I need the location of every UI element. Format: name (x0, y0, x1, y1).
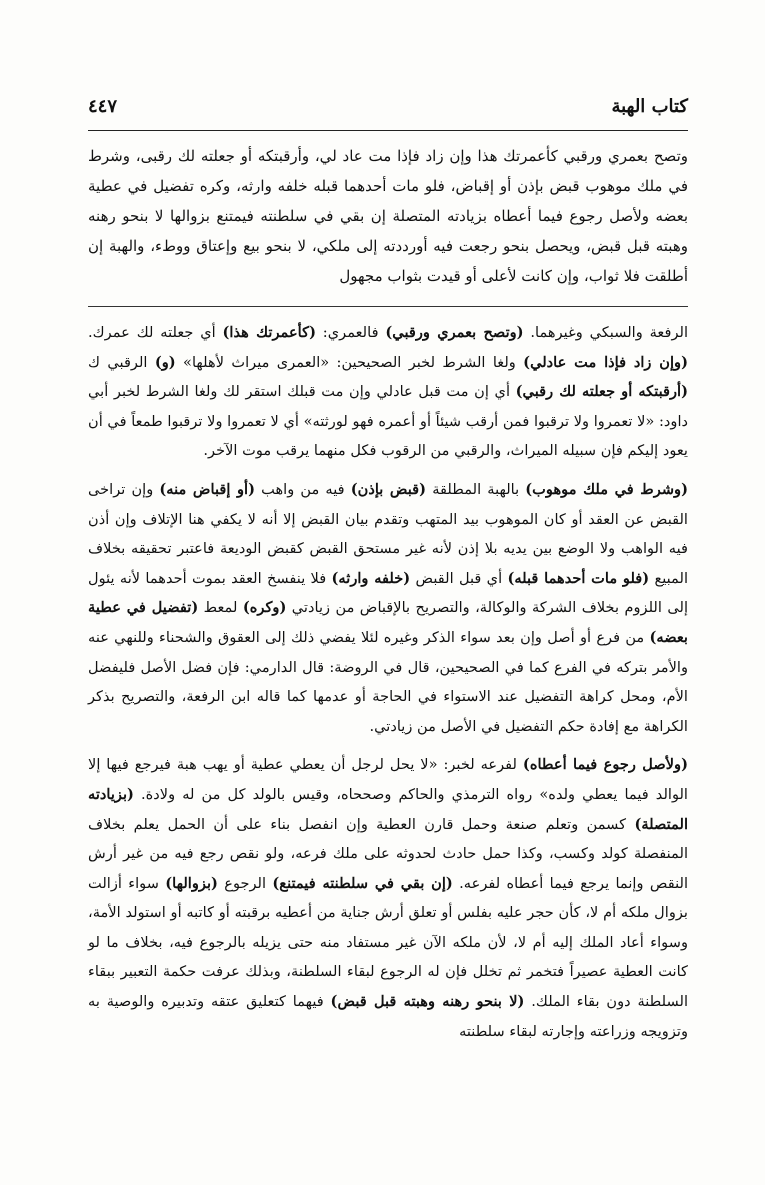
quoted-matn-text: (أرقبتكه أو جعلته لك رقبي) (515, 383, 688, 401)
main-text (88, 141, 688, 300)
commentary-text: كسمن وتعلم صنعة وحمل قارن العطية وإن انفصل بناء على أن الحمل يعلم بخلاف المنفصلة كولد وكسب، وكذا حمل حادث لحدوثه على ملك فرعه، ولو نقص رجع فيه من غير أرش النقص وإنما يرجع فيما أعطاه لفرعه. (88, 815, 688, 892)
quoted-matn-text: (كأعمرتك هذا) (222, 324, 316, 341)
running-header (88, 94, 688, 128)
commentary-text: فيهما كتعليق عتقه وتدبيره والوصية به وتزويجه وزراعته وإجارته لبقاء سلطنته (88, 993, 688, 1040)
commentary-text: أي جعلته لك عمرك. (88, 324, 223, 341)
quoted-matn-text: (ولأصل رجوع فيما أعطاه) (522, 756, 688, 774)
commentary-text: الرفعة والسبكي وغيرهما. (523, 324, 689, 341)
commentary-text: الرجوع (217, 874, 273, 892)
quoted-matn-text: (إن بقي في سلطنته فيمتنع) (272, 874, 453, 892)
quoted-matn-text: (لا بنحو رهنه وهبته قبل قبض) (330, 993, 525, 1011)
commentary-text: لمعط (198, 599, 243, 617)
commentary-text: من فرع أو أصل وإن بعد سواء الذكر وغيره لئلا يفضي ذلك إلى العقوق والشحناء وللنهي عنه والأمر بتركه في الفرع كما في الصحيحين، قال في الروضة: قال الدارمي: فإن فضل الأصل فليفضل الأم، ومحل كراهة التفضيل عند الاستواء في الحاجة أو عدمها كما قاله ابن الرفعة، والتصريح بذكر الكراهة مع إفادة حكم التفضيل في الأصل من زيادتي. (88, 628, 688, 735)
commentary-text: فالعمري: (315, 324, 386, 341)
quoted-matn-text: (وشرط في ملك موهوب) (525, 480, 688, 498)
quoted-matn-text: (بزوالها) (165, 874, 218, 892)
commentary-text: سواء أزالت بزوال ملكه أم لا، كأن حجر عليه بفلس أو تعلق أرش جناية من أعطيه برقبته أو كاتبه أو استولد الأمة، وسواء أعاد الملك إليه أم لا، لأن ملكه الآن غير مستفاد منه حتى يزيله بالرجوع فيه، بخلاف ما لو كانت العطية عصيراً فتخمر ثم تخلل فإن له الرجوع لبقاء السلطنة، وبذلك عرفت حكمة التعبير ببقاء السلطنة دون بقاء الملك. (88, 874, 689, 1011)
commentary-text: أي قبل القبض (410, 569, 508, 587)
quoted-matn-text: (بزيادته المتصلة) (88, 785, 688, 833)
commentary-text: أي إن مت قبل عادلي وإن مت قبلك استقر لك ولغا الشرط لخبر أبي داود: «لا تعمروا ولا ترقبوا فمن أرقب شيئاً أو أعمره فهو لورثته» أي لا تعمروا ولا ترقبوا طمعاً في أن يعود إليكم فإن سبيله الميراث، والرقبي من الرقوب فكل منهما يرقب موت الآخر. (88, 383, 688, 460)
commentary-text: فلا ينفسخ العقد بموت أحدهما لأنه يئول إلى اللزوم بخلاف الشركة والوكالة، والتصريح بالإقباض من زيادتي (88, 569, 688, 617)
quoted-matn-text: (وكره) (242, 599, 287, 617)
quoted-matn-text: (و) (154, 353, 176, 371)
commentary-paragraph (88, 750, 688, 1046)
commentary-text: ولغا الشرط لخبر الصحيحين: «العمرى ميراث لأهلها» (175, 353, 524, 371)
commentary-text: بالهبة المطلقة (426, 480, 526, 498)
commentary-paragraph (88, 318, 688, 466)
footnote-separator (88, 306, 688, 307)
header-rule (88, 130, 688, 131)
quoted-matn-text: (قبض بإذن) (350, 480, 427, 498)
quoted-matn-text: (وإن زاد فإذا مت عادلي) (523, 353, 688, 371)
quoted-matn-text: (خلفه وارثه) (331, 569, 411, 587)
quoted-matn-text: (فلو مات أحدهما قبله) (507, 569, 650, 587)
commentary-text: الرقبي ك (88, 353, 155, 371)
commentary-paragraph (88, 475, 688, 741)
commentary (88, 318, 688, 1055)
page-number: ٤٤٧ (88, 96, 118, 117)
quoted-matn-text: (تفضيل في عطية بعضه) (88, 599, 688, 646)
quoted-matn-text: (وتصح بعمري ورقبي) (385, 324, 524, 341)
commentary-text: فيه من واهب (255, 480, 351, 498)
quoted-matn-text: (أو إقباض منه) (159, 480, 255, 498)
commentary-text: وإن تراخى القبض عن العقد أو كان الموهوب بيد المتهب وتقدم بيان القبض إلا أنه لا يكفي هنا الإتلاف وإن أذن فيه الواهب ولا الوضع بين يديه بلا إذن لأنه غير مستحق القبض كقبض الوديعة فاعتبر تحقيقه بخلاف المبيع (88, 480, 688, 587)
main-paragraph: وتصح بعمري ورقبي كأعمرتك هذا وإن زاد فإذا مت عاد لي، وأرقبتكه أو جعلته لك رقبى، وشرط في ملك موهوب قبض بإذن أو إقباض، فلو مات أحدهما قبله خلفه وارثه، وكره تفضيل في عطية بعضه ولأصل رجوع فيما أعطاه بزيادته المتصلة إن بقي في سلطنته فيمتنع بزوالها لا بنحو رهنه وهبته قبل قبض، ويحصل بنحو رجعت فيه أورددته إلى ملكي، لا بنحو بيع وإعتاق ووطء، والهبة إن أطلقت فلا ثواب، وإن كانت لأعلى أو قيدت بثواب مجهول (88, 147, 688, 285)
commentary-text: لفرعه لخبر: «لا يحل لرجل أن يعطي عطية أو يهب هبة فيرجع فيها إلا الوالد فيما يعطي ولده» رواه الترمذي والحاكم وصححاه، وقيس بالولد كل من له ولادة. (88, 756, 688, 803)
chapter-title: كتاب الهبة (611, 96, 688, 117)
